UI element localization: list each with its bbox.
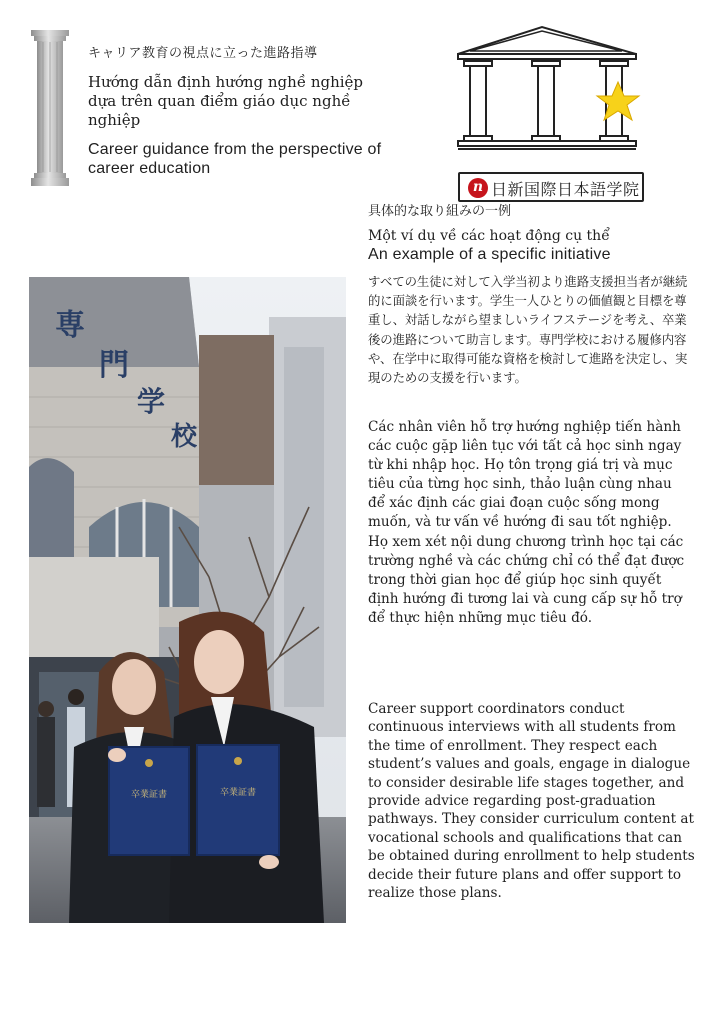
- diploma-title: 卒業証書: [130, 790, 168, 800]
- building-sign-char: 門: [99, 348, 129, 383]
- building-sign-char: 校: [171, 422, 198, 452]
- header-title-ja: キャリア教育の視点に立った進路指導: [88, 46, 318, 61]
- header-title-en: Career guidance from the perspective of career education: [88, 141, 382, 177]
- graduation-photo: [29, 277, 346, 923]
- school-logo: [450, 24, 650, 199]
- body-paragraph-en: Career support coordinators conduct continuous interviews with all students from the time of enrollment. They respect each student’s values and goals, engage in dialogue to consider desirable life stages together, and provide advice regarding post-graduation pathways. They consider curriculum content at vocational schools and qualifications that can be obtained during enrollment to help students decide their future plans and offer support to realize those plans.: [368, 701, 695, 902]
- temple-icon: [450, 24, 650, 174]
- logo-mark-icon: n: [468, 178, 488, 198]
- building-sign-char: 専: [55, 308, 85, 343]
- example-heading-vi: Một ví dụ về các hoạt động cụ thể: [368, 228, 610, 244]
- example-heading-en: An example of a specific initiative: [368, 246, 611, 263]
- star-icon: [597, 82, 639, 120]
- body-paragraph-vi: Các nhân viên hỗ trợ hướng nghiệp tiến hành các cuộc gặp liên tục với tất cả học sinh ngay từ khi nhập học. Họ tôn trọng giá trị và mục tiêu của từng học sinh, thảo luận cùng nhau để xác định các giai đoạn cuộc sống mong muốn, và tư vấn về hướng đi sau tốt nghiệp. Họ xem xét nội dung chương trình học tại các trường nghề và các chứng chỉ có thể đạt được trong thời gian học để giúp học sinh quyết định hướng đi tương lai và cung cấp sự hỗ trợ để thực hiện những mục tiêu đó.: [368, 419, 685, 626]
- logo-name: 日新国際日本語学院: [491, 180, 640, 199]
- example-heading-ja: 具体的な取り組みの一例: [368, 204, 512, 219]
- building-sign-char: 学: [137, 385, 166, 418]
- header: [88, 42, 388, 178]
- body-paragraph-ja: すべての生徒に対して入学当初より進路支援担当者が継続的に面談を行います。学生一人ひとりの価値観と目標を尊重し、対話しながら望ましいライフステージを考え、卒業後の進路について助言します。専門学校における履修内容や、在学中に取得可能な資格を検討して進路を決定し、実現のための支援を行います。: [368, 274, 688, 386]
- logo-nameplate: [458, 172, 644, 202]
- diploma-title: 卒業証書: [219, 788, 257, 798]
- header-title-vi: Hướng dẫn định hướng nghề nghiệp dựa trên quan điểm giáo dục nghề nghiệp: [88, 73, 364, 129]
- example-heading: [368, 200, 688, 264]
- pillar-icon: [30, 28, 70, 188]
